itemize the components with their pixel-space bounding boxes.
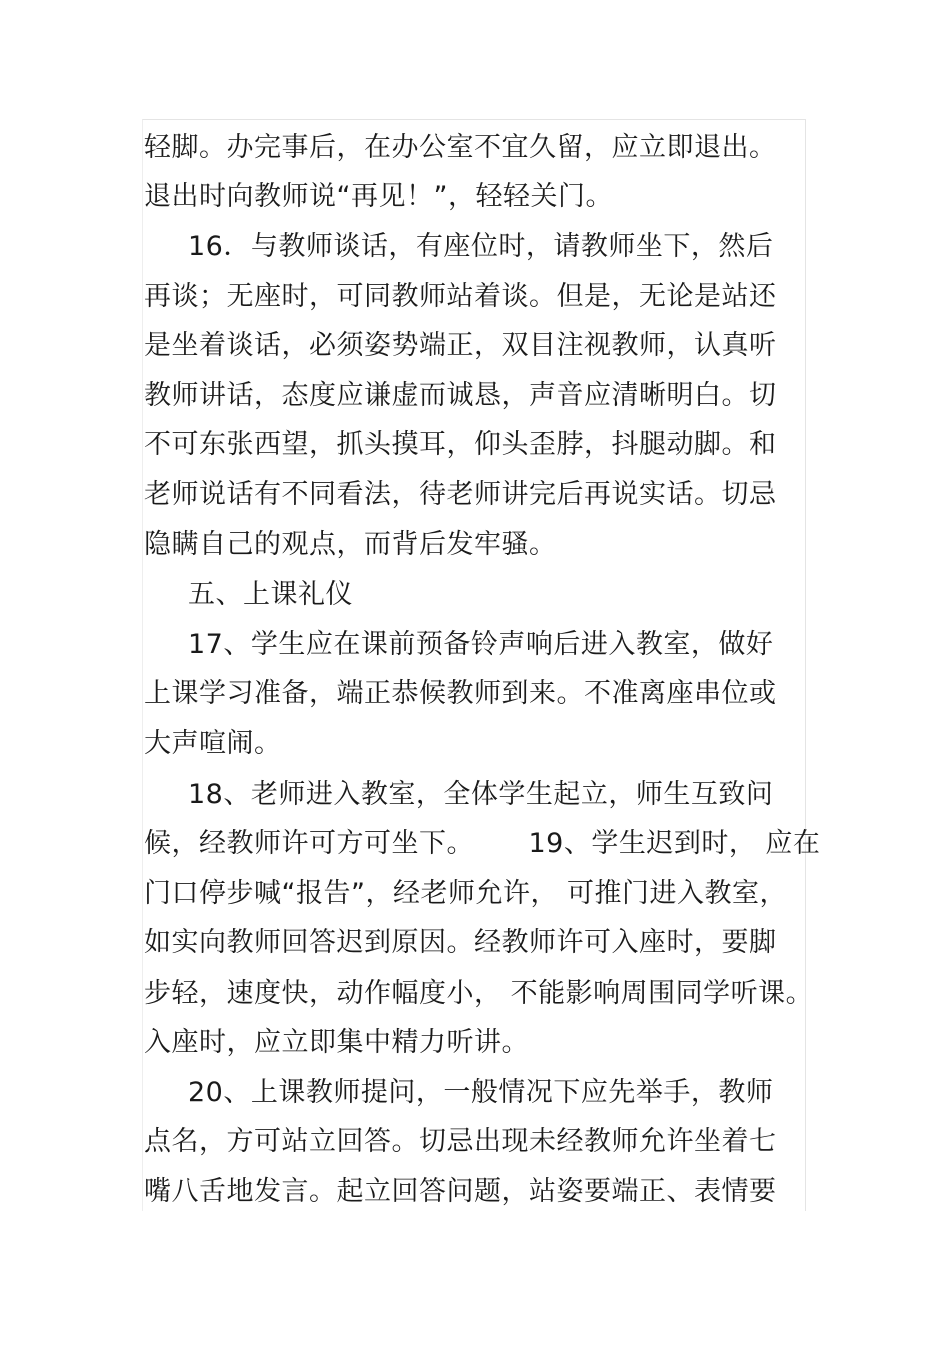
text-line: 老师说话有不同看法，待老师讲完后再说实话。切忌 (144, 479, 777, 510)
text-line: 大声喧闹。 (144, 728, 282, 759)
text-line: 入座时，应立即集中精力听讲。 (144, 1027, 529, 1058)
text-line: 是坐着谈话，必须姿势端正，双目注视教师，认真听 (144, 330, 777, 361)
text-line: 再谈；无座时，可同教师站着谈。但是，无论是站还 (144, 281, 777, 312)
text-line: 步轻，速度快，动作幅度小， 不能影响周围同学听课。 (144, 978, 814, 1009)
text-line: 退出时向教师说“再见！”，轻轻关门。 (144, 181, 613, 212)
paragraph-16-start: 16．与教师谈话，有座位时，请教师坐下，然后 (188, 231, 774, 262)
text-line: 不可东张西望，抓头摸耳，仰头歪脖，抖腿动脚。和 (144, 429, 777, 460)
text-line: 上课学习准备，端正恭候教师到来。不准离座串位或 (144, 678, 777, 709)
paragraph-17-start: 17、学生应在课前预备铃声响后进入教室，做好 (188, 629, 774, 660)
text-line: 如实向教师回答迟到原因。经教师许可入座时，要脚 (144, 927, 777, 958)
text-line: 教师讲话，态度应谦虚而诚恳，声音应清晰明白。切 (144, 380, 777, 411)
text-line: 门口停步喊“报告”，经老师允许， 可推门进入教室， (144, 878, 788, 909)
text-line: 轻脚。办完事后，在办公室不宜久留，应立即退出。 (144, 132, 777, 163)
paragraph-18-start: 18、老师进入教室，全体学生起立，师生互致问 (188, 779, 774, 810)
paragraph-20-start: 20、上课教师提问，一般情况下应先举手，教师 (188, 1077, 774, 1108)
text-line: 嘴八舌地发言。起立回答问题，站姿要端正、表情要 (144, 1176, 777, 1207)
text-line: 点名，方可站立回答。切忌出现未经教师允许坐着七 (144, 1126, 777, 1157)
text-line: 隐瞒自己的观点，而背后发牢骚。 (144, 529, 557, 560)
text-line: 候，经教师许可方可坐下。 19、学生迟到时， 应在 (144, 828, 821, 859)
section-heading: 五、上课礼仪 (188, 579, 353, 610)
